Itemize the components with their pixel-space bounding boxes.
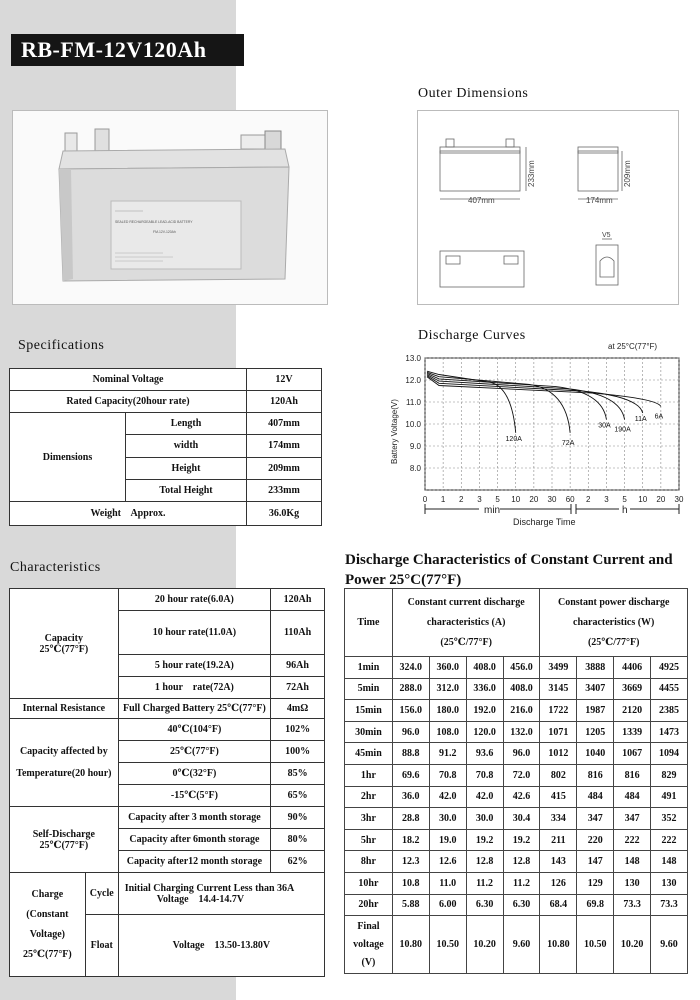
cap-row-value: 72Ah [271, 677, 325, 699]
float-label: Float [85, 915, 118, 977]
value-cell: 148 [651, 851, 688, 873]
value-cell: 42.0 [429, 786, 466, 808]
cycle-line-1: Initial Charging Current Less than 36A [124, 882, 295, 894]
value-cell: 36.0 [392, 786, 429, 808]
value-cell: 42.0 [466, 786, 503, 808]
weight-value: 36.0Kg [247, 501, 322, 525]
temperature-label [10, 719, 119, 807]
time-cell: 3hr [345, 808, 393, 830]
table-row [345, 851, 688, 873]
time-cell: 5hr [345, 829, 393, 851]
value-cell: 12.8 [503, 851, 540, 873]
value-cell: 6.00 [429, 894, 466, 916]
value-cell: 11.0 [429, 872, 466, 894]
temp-row-label: 40℃(104°F) [118, 719, 270, 741]
cap-row-label: 20 hour rate(6.0A) [118, 589, 270, 611]
table-row [345, 808, 688, 830]
temperature-label-1: Capacity affected by [19, 746, 108, 757]
value-cell: 143 [540, 851, 577, 873]
chart-temp-note: at 25°C(77°F) [608, 342, 658, 351]
x-tick-label: 30 [547, 495, 557, 504]
internal-resistance-label: Internal Resistance [10, 699, 119, 719]
time-cell: 8hr [345, 851, 393, 873]
length-label: Length [126, 413, 247, 435]
x-tick-label: 1 [440, 495, 446, 504]
chart-x-label: Discharge Time [513, 517, 576, 527]
value-cell: 408.0 [503, 678, 540, 700]
value-cell: 28.8 [392, 808, 429, 830]
width-value: 174mm [247, 435, 322, 457]
time-cell: 1hr [345, 764, 393, 786]
sd-row-label: Capacity after 3 month storage [118, 807, 270, 829]
dim-length-label: 407mm [468, 196, 495, 205]
value-cell: 42.6 [503, 786, 540, 808]
value-cell: 360.0 [429, 657, 466, 679]
chart-h-label: h [622, 505, 628, 516]
time-cell: 1min [345, 657, 393, 679]
value-cell: 484 [614, 786, 651, 808]
value-cell: 1094 [651, 743, 688, 765]
chart-min-label: min [484, 505, 501, 516]
y-tick-label: 8.0 [409, 464, 421, 473]
cap-row-value: 110Ah [271, 611, 325, 655]
value-cell: 120.0 [466, 721, 503, 743]
value-cell: 3145 [540, 678, 577, 700]
value-cell: 93.6 [466, 743, 503, 765]
characteristics-heading: Characteristics [10, 560, 101, 575]
value-cell: 4406 [614, 657, 651, 679]
outer-dimensions-heading: Outer Dimensions [418, 86, 529, 101]
x-tick-label: 10 [638, 495, 648, 504]
time-cell: 20hr [345, 894, 393, 916]
self-discharge-label [10, 807, 119, 873]
value-cell: 816 [614, 764, 651, 786]
outer-dimensions-drawing [418, 111, 678, 304]
cp-header-3: (25℃/77°F) [587, 636, 640, 648]
sd-row-value: 80% [271, 829, 325, 851]
table-row [345, 657, 688, 679]
temp-row-label: 0℃(32°F) [118, 763, 270, 785]
self-discharge-label-1: Self-Discharge [32, 828, 95, 840]
length-value: 407mm [247, 413, 322, 435]
value-cell: 347 [577, 808, 614, 830]
weight-label: Weight Approx. [10, 501, 247, 525]
value-cell: 1722 [540, 700, 577, 722]
discharge-table [344, 588, 688, 974]
temp-row-label: 25℃(77°F) [118, 741, 270, 763]
table-row [345, 678, 688, 700]
charge-label-1: Charge [31, 888, 64, 900]
value-cell: 352 [651, 808, 688, 830]
final-voltage-value: 9.60 [503, 916, 540, 974]
x-tick-label: 3 [477, 495, 482, 504]
discharge-curves-heading: Discharge Curves [418, 328, 526, 343]
value-cell: 2385 [651, 700, 688, 722]
time-cell: 5min [345, 678, 393, 700]
value-cell: 19.0 [429, 829, 466, 851]
value-cell: 1040 [577, 743, 614, 765]
cp-header-1: Constant power discharge [557, 596, 670, 608]
table-row [345, 700, 688, 722]
value-cell: 3888 [577, 657, 614, 679]
x-tick-label: 2 [459, 495, 464, 504]
value-cell: 222 [614, 829, 651, 851]
value-cell: 132.0 [503, 721, 540, 743]
value-cell: 484 [577, 786, 614, 808]
time-cell: 45min [345, 743, 393, 765]
value-cell: 192.0 [466, 700, 503, 722]
photo-label-1: SEALED RECHARGEABLE LEAD-ACID BATTERY [115, 220, 193, 224]
width-label: width [126, 435, 247, 457]
specifications-table [9, 368, 322, 526]
value-cell: 12.3 [392, 851, 429, 873]
final-label-2: voltage [353, 938, 384, 950]
characteristics-table [9, 588, 325, 977]
final-voltage-value: 10.80 [540, 916, 577, 974]
value-cell: 1205 [577, 721, 614, 743]
x-tick-label: 20 [529, 495, 539, 504]
cycle-label: Cycle [85, 873, 118, 915]
x-tick-label: 60 [565, 495, 575, 504]
x-tick-label: 2 [586, 495, 591, 504]
y-tick-label: 9.0 [409, 442, 421, 451]
value-cell: 73.3 [651, 894, 688, 916]
final-label-3: (V) [361, 956, 376, 968]
table-row [345, 764, 688, 786]
chart-y-label: Battery Voltage(V) [390, 399, 399, 464]
value-cell: 88.8 [392, 743, 429, 765]
cap-row-label: 5 hour rate(19.2A) [118, 655, 270, 677]
temp-row-value: 85% [271, 763, 325, 785]
y-tick-label: 12.0 [405, 376, 421, 385]
y-tick-label: 10.0 [405, 420, 421, 429]
x-tick-label: 3 [604, 495, 609, 504]
internal-resistance-value: 4mΩ [271, 699, 325, 719]
total-height-label: Total Height [126, 479, 247, 501]
nominal-voltage-label: Nominal Voltage [10, 369, 247, 391]
cap-row-label: 10 hour rate(11.0A) [118, 611, 270, 655]
value-cell: 4925 [651, 657, 688, 679]
value-cell: 11.2 [503, 872, 540, 894]
x-tick-label: 10 [511, 495, 521, 504]
x-tick-label: 30 [674, 495, 684, 504]
discharge-table-title: Discharge Characteristics of Constant Current and Power 25°C(77°F) [345, 552, 673, 588]
value-cell: 96.0 [503, 743, 540, 765]
value-cell: 11.2 [466, 872, 503, 894]
curve-label: 120A [505, 435, 522, 443]
rated-capacity-value: 120Ah [247, 391, 322, 413]
charge-label-2: (Constant [26, 908, 69, 920]
x-tick-label: 5 [495, 495, 500, 504]
value-cell: 6.30 [503, 894, 540, 916]
value-cell: 6.30 [466, 894, 503, 916]
float-value: Voltage 13.50-13.80V [118, 915, 324, 977]
rated-capacity-label: Rated Capacity(20hour rate) [10, 391, 247, 413]
cycle-line-2: Voltage 14.4-14.7V [156, 893, 245, 905]
value-cell: 18.2 [392, 829, 429, 851]
y-tick-label: 11.0 [406, 398, 421, 407]
cc-header-3: (25℃/77°F) [440, 636, 492, 648]
height-value: 209mm [247, 457, 322, 479]
value-cell: 4455 [651, 678, 688, 700]
x-tick-label: 20 [656, 495, 666, 504]
value-cell: 334 [540, 808, 577, 830]
value-cell: 491 [651, 786, 688, 808]
table-row [345, 743, 688, 765]
value-cell: 1473 [651, 721, 688, 743]
dimensions-label: Dimensions [10, 413, 126, 502]
time-cell: 30min [345, 721, 393, 743]
value-cell: 69.8 [577, 894, 614, 916]
temp-row-value: 65% [271, 785, 325, 807]
value-cell: 130 [614, 872, 651, 894]
battery-photo-frame [12, 110, 328, 305]
final-voltage-value: 10.80 [392, 916, 429, 974]
photo-label-2: FM-12V-120Ah [153, 230, 176, 234]
temp-row-value: 102% [271, 719, 325, 741]
nominal-voltage-value: 12V [247, 369, 322, 391]
curve-label: 11A [634, 416, 647, 423]
charge-label-3: Voltage) [29, 928, 65, 940]
cp-header [540, 589, 688, 657]
table-row [345, 721, 688, 743]
value-cell: 3499 [540, 657, 577, 679]
value-cell: 30.0 [429, 808, 466, 830]
value-cell: 68.4 [540, 894, 577, 916]
curve-label: 30A [598, 422, 611, 430]
table-row [345, 894, 688, 916]
cycle-value [118, 873, 324, 915]
value-cell: 456.0 [503, 657, 540, 679]
sd-row-value: 90% [271, 807, 325, 829]
height-label: Height [126, 457, 247, 479]
curve-label: 6A [654, 413, 664, 421]
battery-photo [13, 111, 327, 304]
curve-line [427, 375, 625, 420]
outer-dimensions-frame [417, 110, 679, 305]
value-cell: 3669 [614, 678, 651, 700]
value-cell: 222 [651, 829, 688, 851]
cc-header [392, 589, 540, 657]
value-cell: 10.8 [392, 872, 429, 894]
total-height-value: 233mm [247, 479, 322, 501]
value-cell: 802 [540, 764, 577, 786]
value-cell: 12.8 [466, 851, 503, 873]
value-cell: 72.0 [503, 764, 540, 786]
page-title: RB-FM-12V120Ah [11, 34, 244, 66]
value-cell: 180.0 [429, 700, 466, 722]
curve-label: 72A [561, 439, 575, 447]
y-tick-label: 13.0 [405, 354, 421, 363]
capacity-label-1: Capacity [44, 632, 84, 644]
value-cell: 19.2 [466, 829, 503, 851]
value-cell: 408.0 [466, 657, 503, 679]
value-cell: 70.8 [429, 764, 466, 786]
cc-header-2: characteristics (A) [426, 616, 506, 628]
dim-terminal-label: V5 [602, 232, 611, 239]
sd-row-value: 62% [271, 851, 325, 873]
dim-height-label-1: 233mm [527, 160, 536, 187]
dim-width-label: 174mm [586, 196, 613, 205]
value-cell: 126 [540, 872, 577, 894]
value-cell: 347 [614, 808, 651, 830]
value-cell: 156.0 [392, 700, 429, 722]
value-cell: 415 [540, 786, 577, 808]
value-cell: 220 [577, 829, 614, 851]
value-cell: 147 [577, 851, 614, 873]
final-voltage-value: 10.50 [429, 916, 466, 974]
cap-row-label: 1 hour rate(72A) [118, 677, 270, 699]
value-cell: 12.6 [429, 851, 466, 873]
value-cell: 148 [614, 851, 651, 873]
table-row [345, 786, 688, 808]
value-cell: 829 [651, 764, 688, 786]
temp-row-label: -15℃(5°F) [118, 785, 270, 807]
table-row [345, 872, 688, 894]
value-cell: 91.2 [429, 743, 466, 765]
cap-row-value: 96Ah [271, 655, 325, 677]
value-cell: 1071 [540, 721, 577, 743]
value-cell: 336.0 [466, 678, 503, 700]
cc-header-1: Constant current discharge [407, 596, 525, 608]
discharge-curves-chart [383, 338, 688, 533]
value-cell: 73.3 [614, 894, 651, 916]
value-cell: 2120 [614, 700, 651, 722]
temperature-label-2: Temperature(20 hour) [16, 768, 112, 779]
internal-resistance-condition: Full Charged Battery 25℃(77°F) [118, 699, 270, 719]
value-cell: 30.4 [503, 808, 540, 830]
cp-header-2: characteristics (W) [573, 616, 655, 628]
value-cell: 1987 [577, 700, 614, 722]
value-cell: 288.0 [392, 678, 429, 700]
value-cell: 69.6 [392, 764, 429, 786]
specifications-heading: Specifications [18, 338, 105, 353]
value-cell: 1067 [614, 743, 651, 765]
temp-row-value: 100% [271, 741, 325, 763]
curve-label: 190A [614, 426, 631, 434]
value-cell: 1339 [614, 721, 651, 743]
x-tick-label: 0 [422, 495, 428, 504]
time-cell: 15min [345, 700, 393, 722]
value-cell: 3407 [577, 678, 614, 700]
value-cell: 30.0 [466, 808, 503, 830]
capacity-label-2: 25℃(77°F) [39, 643, 89, 655]
value-cell: 312.0 [429, 678, 466, 700]
x-tick-label: 5 [622, 495, 627, 504]
charge-label [10, 873, 86, 977]
dim-height-label-2: 209mm [623, 160, 632, 187]
value-cell: 1012 [540, 743, 577, 765]
value-cell: 5.88 [392, 894, 429, 916]
time-cell: 2hr [345, 786, 393, 808]
final-voltage-label [345, 916, 393, 974]
value-cell: 19.2 [503, 829, 540, 851]
table-row [345, 829, 688, 851]
time-cell: 10hr [345, 872, 393, 894]
value-cell: 216.0 [503, 700, 540, 722]
cap-row-value: 120Ah [271, 589, 325, 611]
value-cell: 70.8 [466, 764, 503, 786]
value-cell: 211 [540, 829, 577, 851]
value-cell: 816 [577, 764, 614, 786]
value-cell: 324.0 [392, 657, 429, 679]
value-cell: 108.0 [429, 721, 466, 743]
curve-line [427, 373, 606, 419]
final-voltage-value: 9.60 [651, 916, 688, 974]
final-voltage-value: 10.20 [466, 916, 503, 974]
sd-row-label: Capacity after12 month storage [118, 851, 270, 873]
self-discharge-label-2: 25℃(77°F) [39, 839, 89, 851]
sd-row-label: Capacity after 6month storage [118, 829, 270, 851]
value-cell: 129 [577, 872, 614, 894]
final-voltage-value: 10.20 [614, 916, 651, 974]
capacity-label [10, 589, 119, 699]
time-header: Time [345, 589, 393, 657]
charge-label-4: 25℃(77°F) [23, 948, 72, 960]
value-cell: 130 [651, 872, 688, 894]
final-voltage-value: 10.50 [577, 916, 614, 974]
final-label-1: Final [357, 920, 380, 932]
value-cell: 96.0 [392, 721, 429, 743]
